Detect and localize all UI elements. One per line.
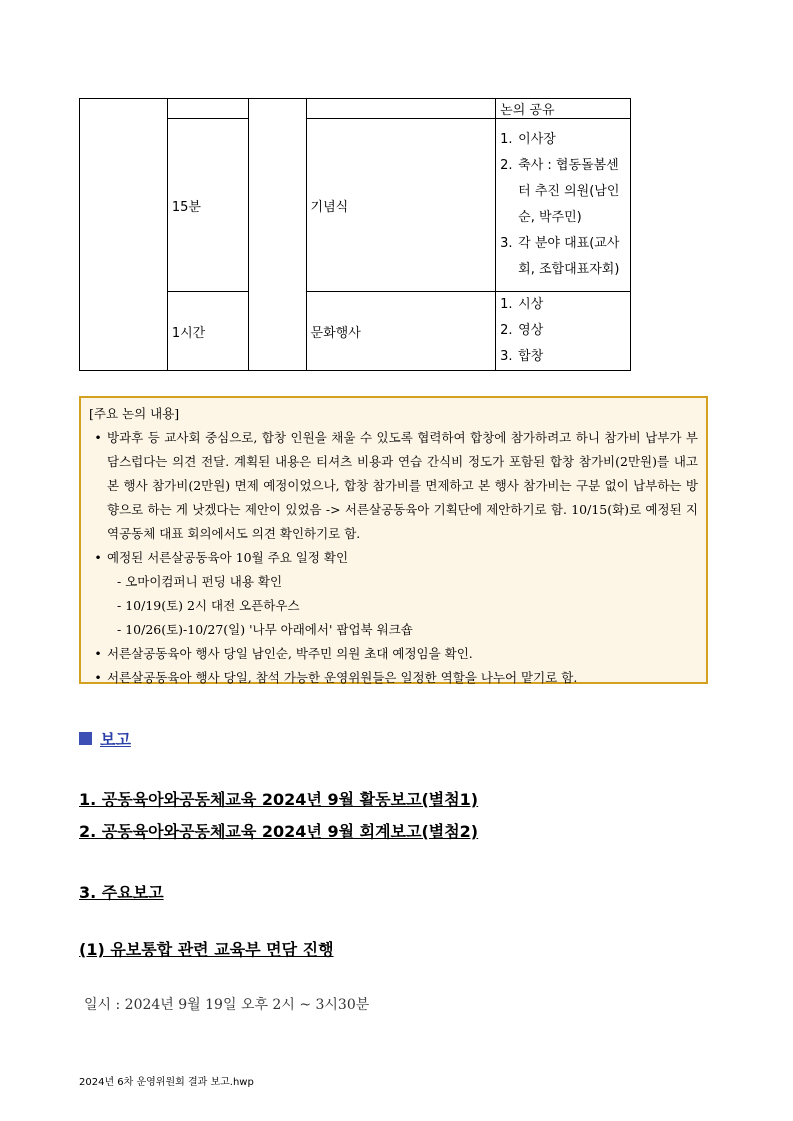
sub-item: - 10/19(토) 2시 대전 오픈하우스 [117, 598, 300, 613]
list-item: 3. 합창 [500, 349, 544, 364]
report-item-accounting: 2. 공동육아와공동체교육 2024년 9월 회계보고(별첨2) [79, 822, 479, 841]
list-item: 2. 축사 : 협동돌봄센터 추진 의원(남인순, 박주민) [500, 158, 620, 225]
footer-filename: 2024년 6차 운영위원회 결과 보고.hwp [79, 1077, 254, 1088]
bullet-item: • 예정된 서른살공동육아 10월 주요 일정 확인 [89, 546, 698, 570]
sub-item: - 10/26(토)-10/27(일) '나무 아래에서' 팝업북 워크숍 [117, 622, 413, 637]
report-subitem-meeting: (1) 유보통합 관련 교육부 면담 진행 [79, 940, 334, 959]
table-cell [167, 99, 248, 119]
discussion-box [79, 396, 708, 684]
bullet-icon: • [94, 430, 102, 445]
duration-cell: 1시간 [167, 292, 248, 371]
event-cell: 기념식 [306, 119, 496, 292]
schedule-table [79, 98, 631, 371]
table-row [80, 99, 631, 119]
event-cell: 문화행사 [306, 292, 496, 371]
duration-cell: 15분 [167, 119, 248, 292]
section-heading-report: 보고 [79, 727, 131, 750]
list-item: 3. 각 분야 대표(교사회, 조합대표자회) [500, 236, 620, 277]
bullet-icon: • [94, 670, 102, 685]
discussion-header: [주요 논의 내용] [89, 406, 180, 421]
sub-item: - 오마이컴퍼니 펀딩 내용 확인 [117, 574, 283, 589]
report-item-activity: 1. 공동육아와공동체교육 2024년 9월 활동보고(별첨1) [79, 790, 479, 809]
program-list-cell [496, 292, 631, 371]
list-item: 1. 시상 [500, 297, 544, 312]
table-cell-discussion: 논의 공유 [496, 99, 631, 119]
table-cell [248, 99, 306, 371]
list-item: 1. 이사장 [500, 132, 556, 147]
report-item-main: 3. 주요보고 [79, 883, 164, 902]
bullet-icon: • [94, 550, 102, 565]
table-cell [80, 99, 168, 371]
bullet-item: • 서른살공동육아 행사 당일 남인순, 박주민 의원 초대 예정임을 확인. [89, 642, 698, 666]
bullet-item: • 방과후 등 교사회 중심으로, 합창 인원을 채울 수 있도록 협력하여 합창에 참가하려고 하니 참가비 납부가 부담스럽다는 의견 전달. 계획된 내용은 티셔츠 비용과 연습 간식비 정도가 포함된 합창 참가비(2만원)를 내고 본 행사 참가비(2만원) 면제 예정이었으나, 합창 참가비를 면제하고 본 행사 참가비는 구분 없이 납부하는 방향으로 하는 게 낫겠다는 제안이 있었음 -> 서른살공동육아 기획단에 제안하기로 함. 10/15(화)로 예정된 지역공동체 대표 회의에서도 의견 확인하기로 함. [89, 426, 698, 546]
program-list-cell [496, 119, 631, 292]
bullet-icon: • [94, 646, 102, 661]
meeting-datetime: 일시 : 2024년 9월 19일 오후 2시 ~ 3시30분 [84, 997, 370, 1013]
bullet-item: • 서른살공동육아 행사 당일, 참석 가능한 운영위원들은 일정한 역할을 나누어 맡기로 함. [89, 666, 698, 690]
square-bullet-icon [79, 732, 92, 745]
table-cell [306, 99, 496, 119]
list-item: 2. 영상 [500, 323, 544, 338]
